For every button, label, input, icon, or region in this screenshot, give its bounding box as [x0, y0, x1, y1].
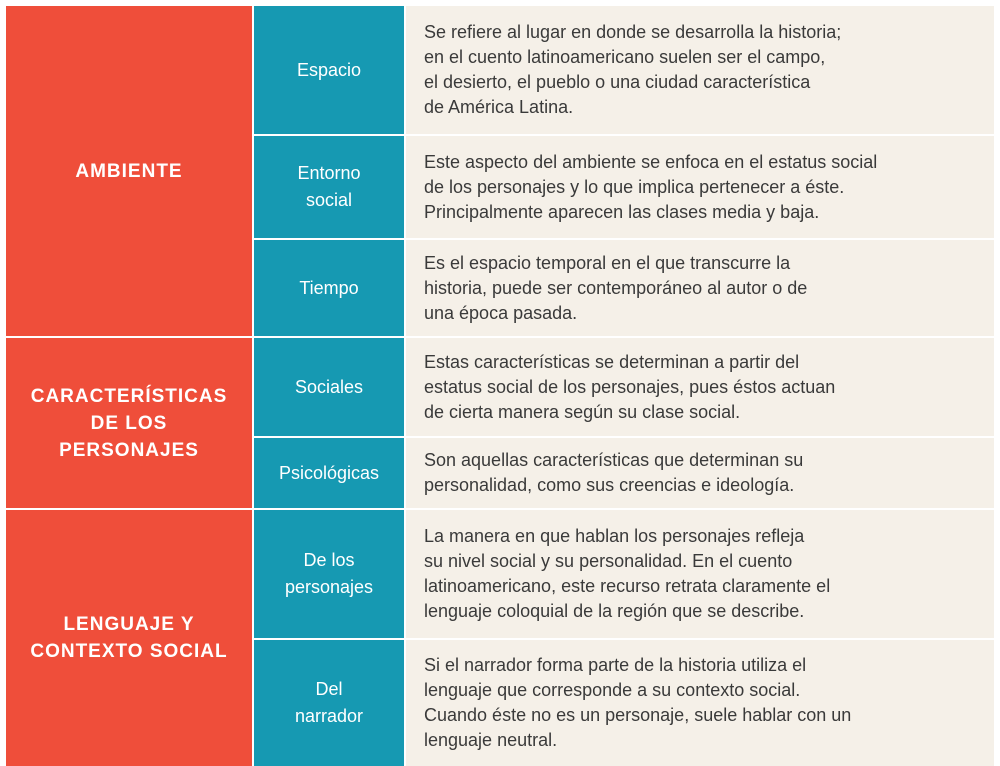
sub-psicologicas: Psicológicas	[254, 438, 406, 508]
group-caracteristicas-personajes: CARACTERÍSTICAS DE LOS PERSONAJES	[6, 338, 254, 508]
sub-entorno-social: Entorno social	[254, 136, 406, 238]
sub-espacio: Espacio	[254, 6, 406, 134]
sub-del-narrador: Del narrador	[254, 640, 406, 766]
desc-entorno-social: Este aspecto del ambiente se enfoca en el estatus social de los personajes y lo que implica pertenecer a éste. Principalmente aparecen las clases media y baja.	[406, 136, 994, 238]
sub-tiempo: Tiempo	[254, 240, 406, 336]
sub-de-los-personajes: De los personajes	[254, 510, 406, 638]
sub-sociales: Sociales	[254, 338, 406, 436]
desc-sociales: Estas características se determinan a partir del estatus social de los personajes, pues éstos actuan de cierta manera según su clase social.	[406, 338, 994, 436]
desc-tiempo: Es el espacio temporal en el que transcurre la historia, puede ser contemporáneo al autor o de una época pasada.	[406, 240, 994, 336]
characteristics-table	[6, 6, 994, 756]
desc-del-narrador: Si el narrador forma parte de la historia utiliza el lenguaje que corresponde a su contexto social. Cuando éste no es un personaje, suele hablar con un lenguaje neutral.	[406, 640, 994, 766]
group-ambiente: AMBIENTE	[6, 6, 254, 336]
desc-psicologicas: Son aquellas características que determinan su personalidad, como sus creencias e ideología.	[406, 438, 994, 508]
desc-espacio: Se refiere al lugar en donde se desarrolla la historia; en el cuento latinoamericano suelen ser el campo, el desierto, el pueblo o una ciudad característica de América Latina.	[406, 6, 994, 134]
desc-de-los-personajes: La manera en que hablan los personajes refleja su nivel social y su personalidad. En el cuento latinoamericano, este recurso retrata claramente el lenguaje coloquial de la región que se describe.	[406, 510, 994, 638]
group-lenguaje-contexto-social: LENGUAJE Y CONTEXTO SOCIAL	[6, 510, 254, 766]
